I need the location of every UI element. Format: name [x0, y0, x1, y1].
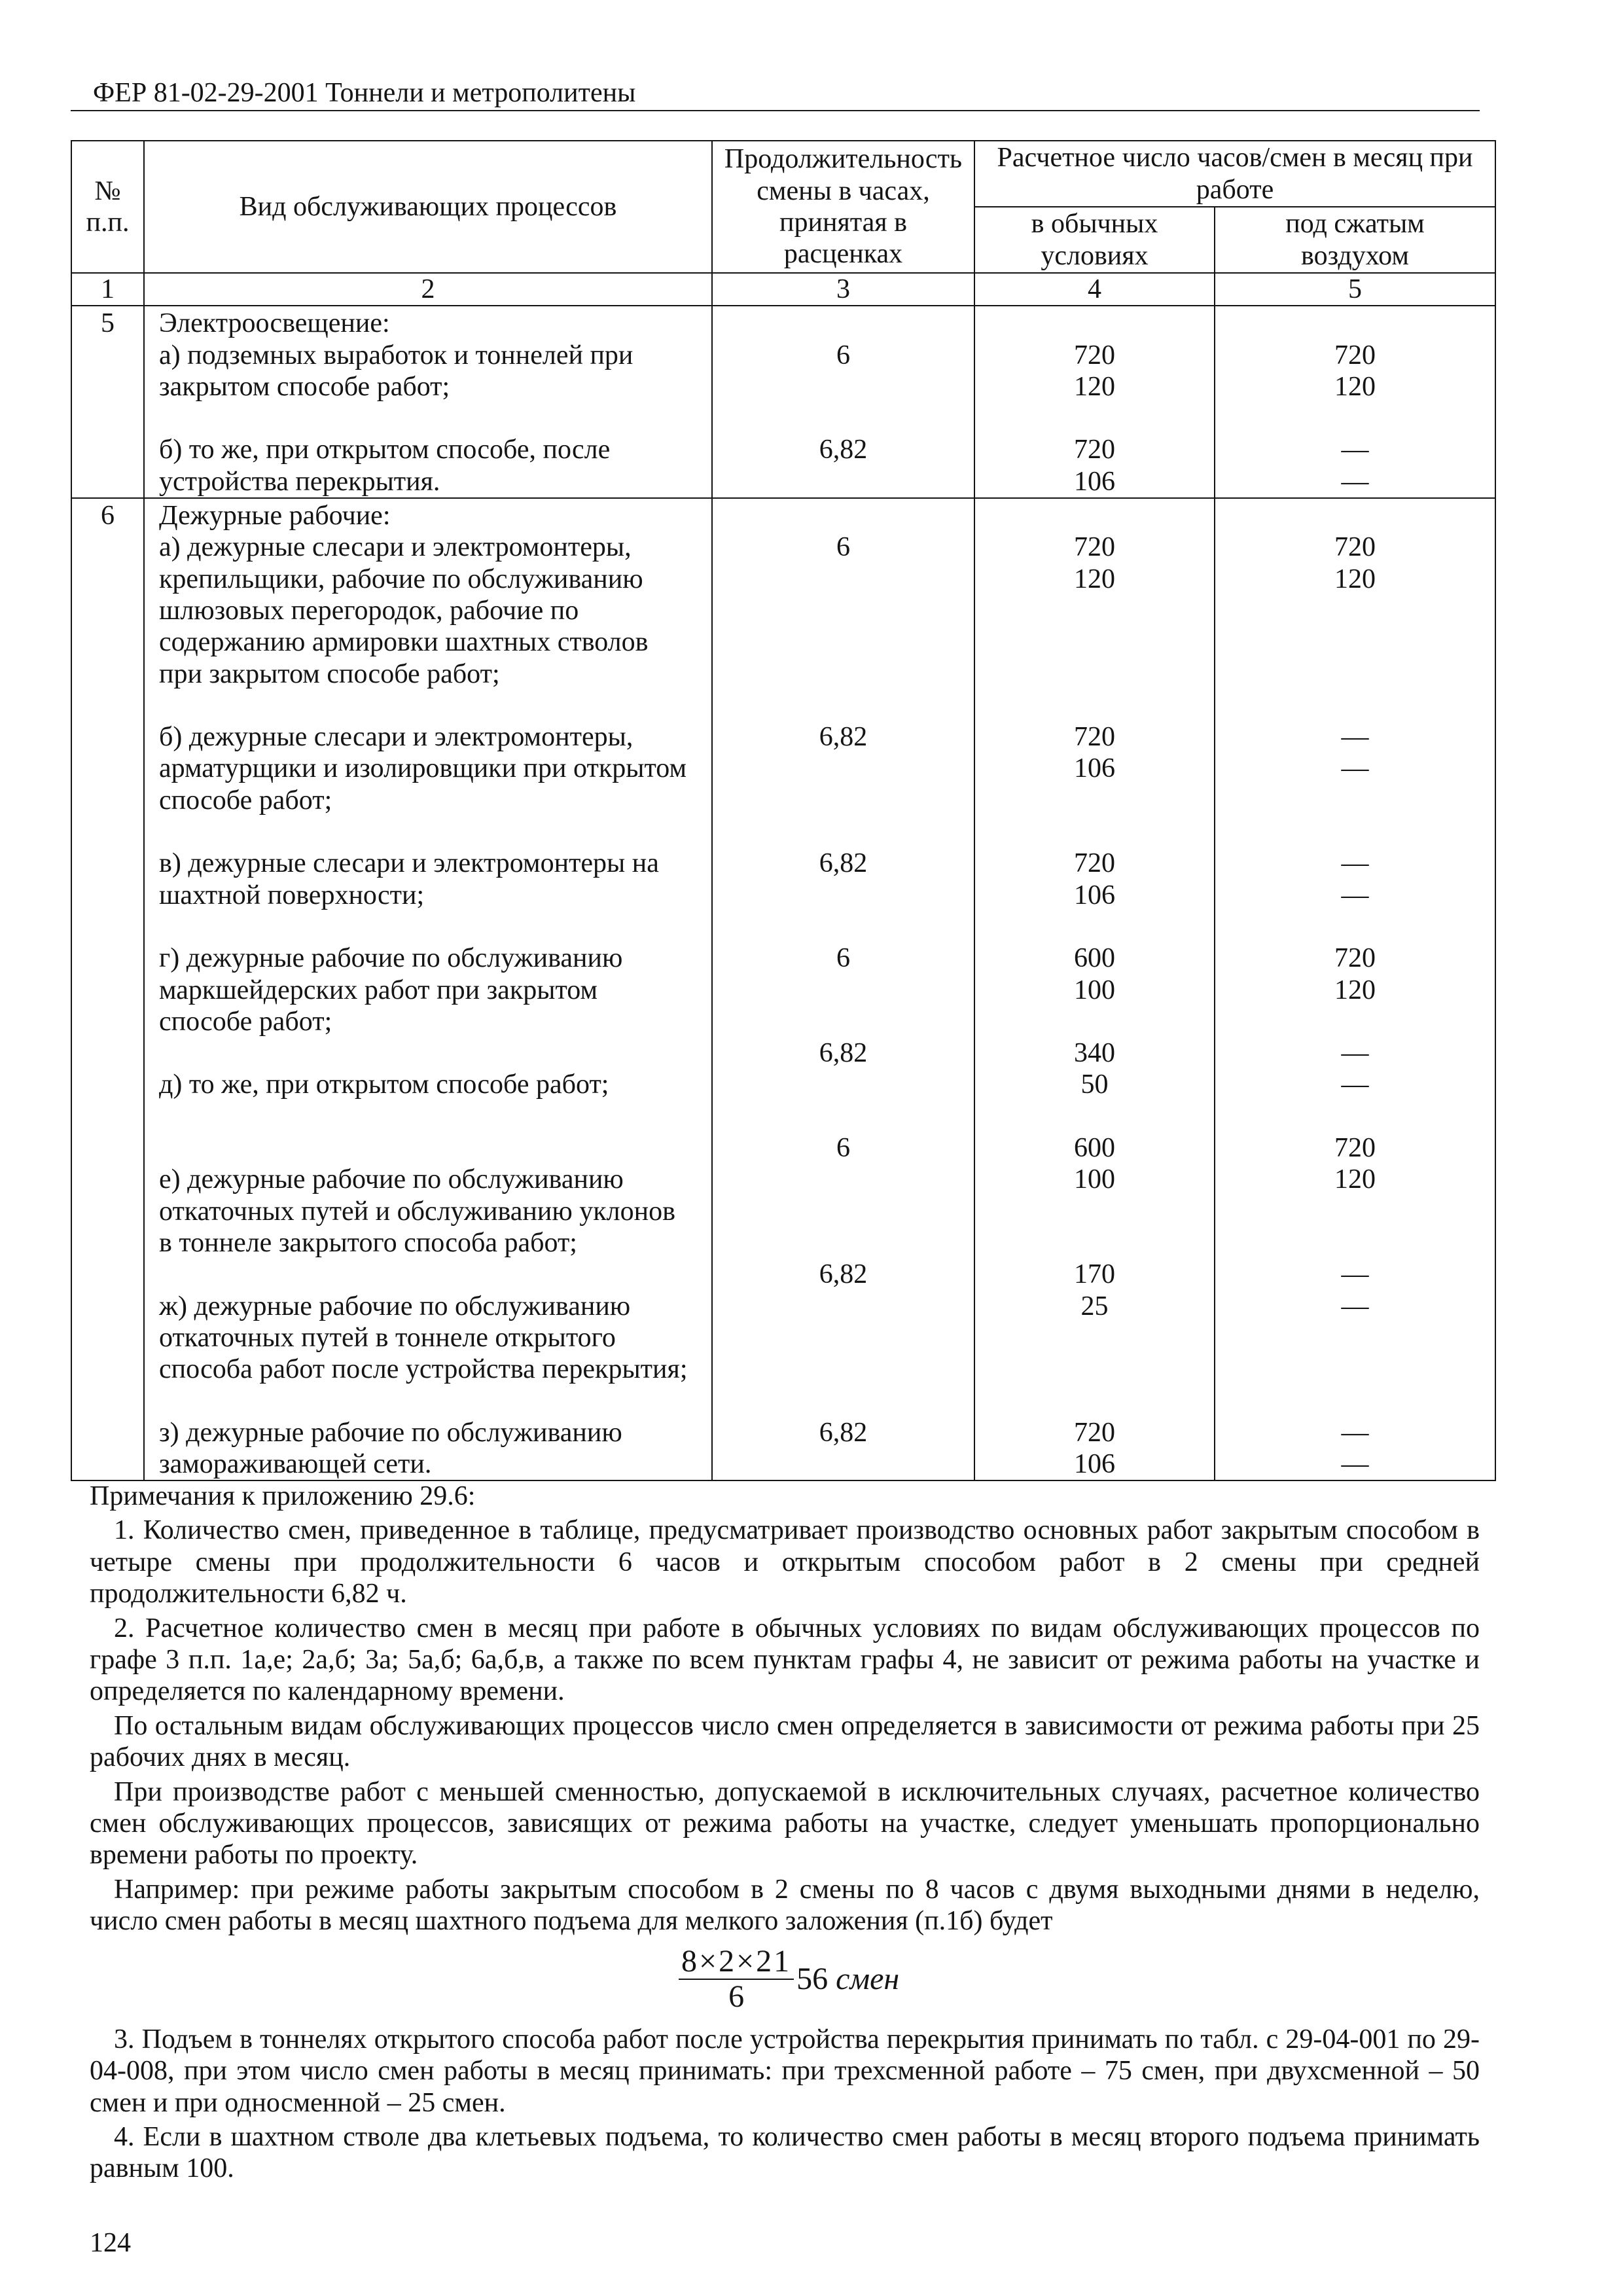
- table-row: [71, 498, 1495, 1480]
- row-number: 6: [71, 498, 144, 1480]
- service-processes-table: [71, 140, 1496, 1481]
- row-compressed-air: 720 120 — —: [1215, 306, 1495, 498]
- note-paragraph: По остальным видам обслуживающих процессов число смен определяется в зависимости от режима работы при 25 рабочих днях в месяц.: [90, 1710, 1480, 1773]
- row-normal-conditions: 720 120 720 106: [974, 306, 1215, 498]
- column-number: 5: [1215, 273, 1495, 306]
- formula-result-value: 56: [796, 1961, 829, 1996]
- formula-result-unit: смен: [836, 1961, 900, 1996]
- notes-section: [90, 1480, 1480, 2185]
- column-number: 1: [71, 273, 144, 306]
- header-process: Вид обслуживающих процессов: [144, 141, 712, 273]
- header-rule: [71, 110, 1480, 111]
- column-number: 3: [712, 273, 974, 306]
- note-paragraph: 4. Если в шахтном стволе два клетьевых подъема, то количество смен работы в месяц второго подъема принимать равным 100.: [90, 2121, 1480, 2184]
- formula-fraction: [679, 1945, 794, 2014]
- formula-numerator: 8×2×21: [681, 1943, 792, 1979]
- header-number: № п.п.: [71, 141, 144, 273]
- notes-title: Примечания к приложению 29.6:: [90, 1481, 476, 1511]
- row-normal-conditions: 720 120 720 106 720 106 600 100 340 50 600 100 170 25 720 106: [974, 498, 1215, 1480]
- row-duration: 6 6,82: [712, 306, 974, 498]
- header-compressed-air: под сжатым воздухом: [1215, 207, 1495, 273]
- row-duration: 6 6,82 6,82 6 6,82 6 6,82 6,82: [712, 498, 974, 1480]
- header-normal-conditions: в обычных условиях: [974, 207, 1215, 273]
- formula-result: [796, 1962, 899, 1996]
- column-numbers-row: [71, 273, 1495, 306]
- note-paragraph: 1. Количество смен, приведенное в таблице, предусматривает производство основных работ закрытым способом в четыре смены при продолжительности 6 часов и открытым способом работ в 2 смены при средней продолжительности 6,82 ч.: [90, 1515, 1480, 1609]
- note-paragraph: 2. Расчетное количество смен в месяц при работе в обычных условиях по видам обслуживающих процессов по графе 3 п.п. 1а,е; 2а,б; 3а; 5а,б; 6а,б,в, а также по всем пунктам графы 4, не зависит от режима работы на участке и определяется по календарному времени.: [90, 1613, 1480, 1707]
- column-number: 4: [974, 273, 1215, 306]
- header-duration: Продолжительность смены в часах, принятая в расценках: [712, 141, 974, 273]
- note-paragraph: 3. Подъем в тоннелях открытого способа работ после устройства перекрытия принимать по табл. с 29-04-001 по 29-04-008, при этом число смен работы в месяц принимать: при трехсменной работе – 75 смен, при двухсменной – 50 смен и при односменной – 25 смен.: [90, 2024, 1480, 2118]
- row-number: 5: [71, 306, 144, 498]
- column-number: 2: [144, 273, 712, 306]
- page-number: 124: [90, 2228, 131, 2258]
- header-hours-per-month: Расчетное число часов/смен в месяц при работе: [974, 141, 1495, 207]
- row-process: Электроосвещение: а) подземных выработок и тоннелей при закрытом способе работ; б) то же, при открытом способе, после устройства перекрытия.: [144, 306, 712, 498]
- note-paragraph: При производстве работ с меньшей сменностью, допускаемой в исключительных случаях, расчетное количество смен обслуживающих процессов, зависящих от режима работы на участке, следует уменьшать пропорционально времени работы по проекту.: [90, 1776, 1480, 1871]
- shift-formula: [90, 1937, 1480, 2021]
- row-compressed-air: 720 120 — — — — 720 120 — — 720 120 — — — —: [1215, 498, 1495, 1480]
- running-head: ФЕР 81-02-29-2001 Тоннели и метрополитены: [93, 78, 636, 108]
- note-paragraph: Например: при режиме работы закрытым способом в 2 смены по 8 часов с двумя выходными днями в неделю, число смен работы в месяц шахтного подъема для мелкого заложения (п.1б) будет: [90, 1874, 1480, 1937]
- formula-denominator: 6: [728, 1979, 745, 2014]
- row-process: Дежурные рабочие: а) дежурные слесари и электромонтеры, крепильщики, рабочие по обслуживанию шлюзовых перегородок, рабочие по содержанию армировки шахтных стволов при закрытом способе работ; б) дежурные слесари и электромонтеры, арматурщики и изолировщики при открытом способе работ; в) дежурные слесари и электромонтеры на шахтной поверхности; г) дежурные рабочие по обслуживанию маркшейдерских работ при закрытом способе работ; д) то же, при открытом способе работ; е) дежурные рабочие по обслуживанию откаточных путей и обслуживанию уклонов в тоннеле закрытого способа работ; ж) дежурные рабочие по обслуживанию откаточных путей в тоннеле открытого способа работ после устройства перекрытия; з) дежурные рабочие по обслуживанию замораживающей сети.: [144, 498, 712, 1480]
- table-header-row: [71, 141, 1495, 207]
- table-row: [71, 306, 1495, 498]
